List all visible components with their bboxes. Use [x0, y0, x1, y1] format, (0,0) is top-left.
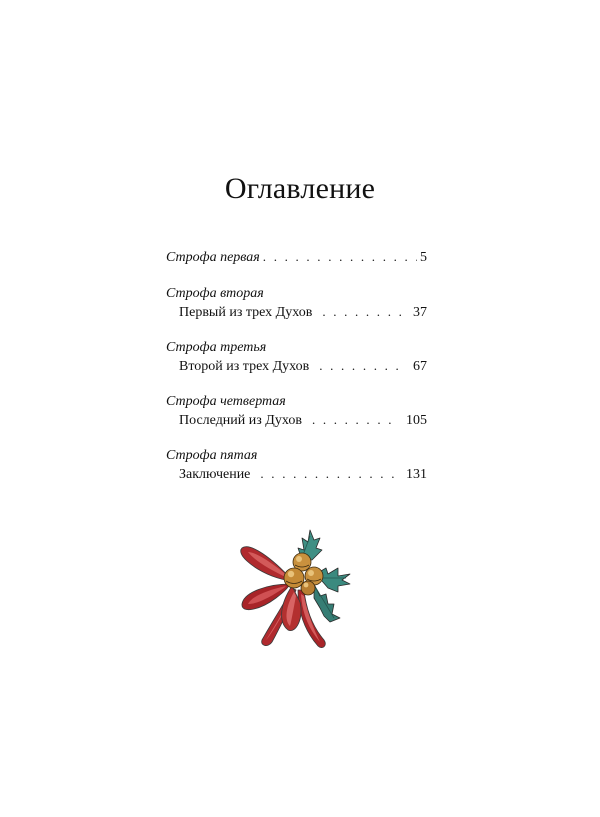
holly-bells-ribbon-icon [232, 518, 364, 658]
toc-stanza-title: Строфа четвертая [166, 394, 286, 409]
toc-entry-1[interactable] [166, 248, 427, 266]
toc-chapter-title: Второй из трех Духов [179, 359, 310, 374]
page-title: Оглавление [224, 172, 376, 205]
toc-leader-dots [260, 465, 396, 483]
toc-page-number: 5 [420, 250, 427, 265]
toc-chapter-title: Последний из Духов [179, 413, 302, 428]
toc-chapter-title: Первый из трех Духов [179, 305, 313, 320]
toc-stanza-title: Строфа пятая [166, 448, 258, 463]
toc-entry-2[interactable] [166, 285, 427, 321]
toc-page-number: 131 [406, 467, 427, 482]
toc-stanza-title: Строфа первая [166, 250, 260, 265]
toc-page-number: 67 [413, 359, 427, 374]
toc-stanza-title: Строфа вторая [166, 286, 264, 301]
toc-page-number: 105 [406, 413, 427, 428]
toc-leader-dots [322, 303, 403, 321]
toc-chapter-title: Заключение [179, 467, 251, 482]
toc-entry-5[interactable] [166, 447, 427, 483]
toc-entry-3[interactable] [166, 339, 427, 375]
toc-leader-dots [263, 248, 417, 266]
toc-leader-dots [312, 411, 396, 429]
ribbon-loops [241, 547, 326, 648]
toc-stanza-title: Строфа третья [166, 340, 267, 355]
toc-leader-dots [319, 357, 403, 375]
toc-entry-4[interactable] [166, 393, 427, 429]
toc-page-number: 37 [413, 305, 427, 320]
